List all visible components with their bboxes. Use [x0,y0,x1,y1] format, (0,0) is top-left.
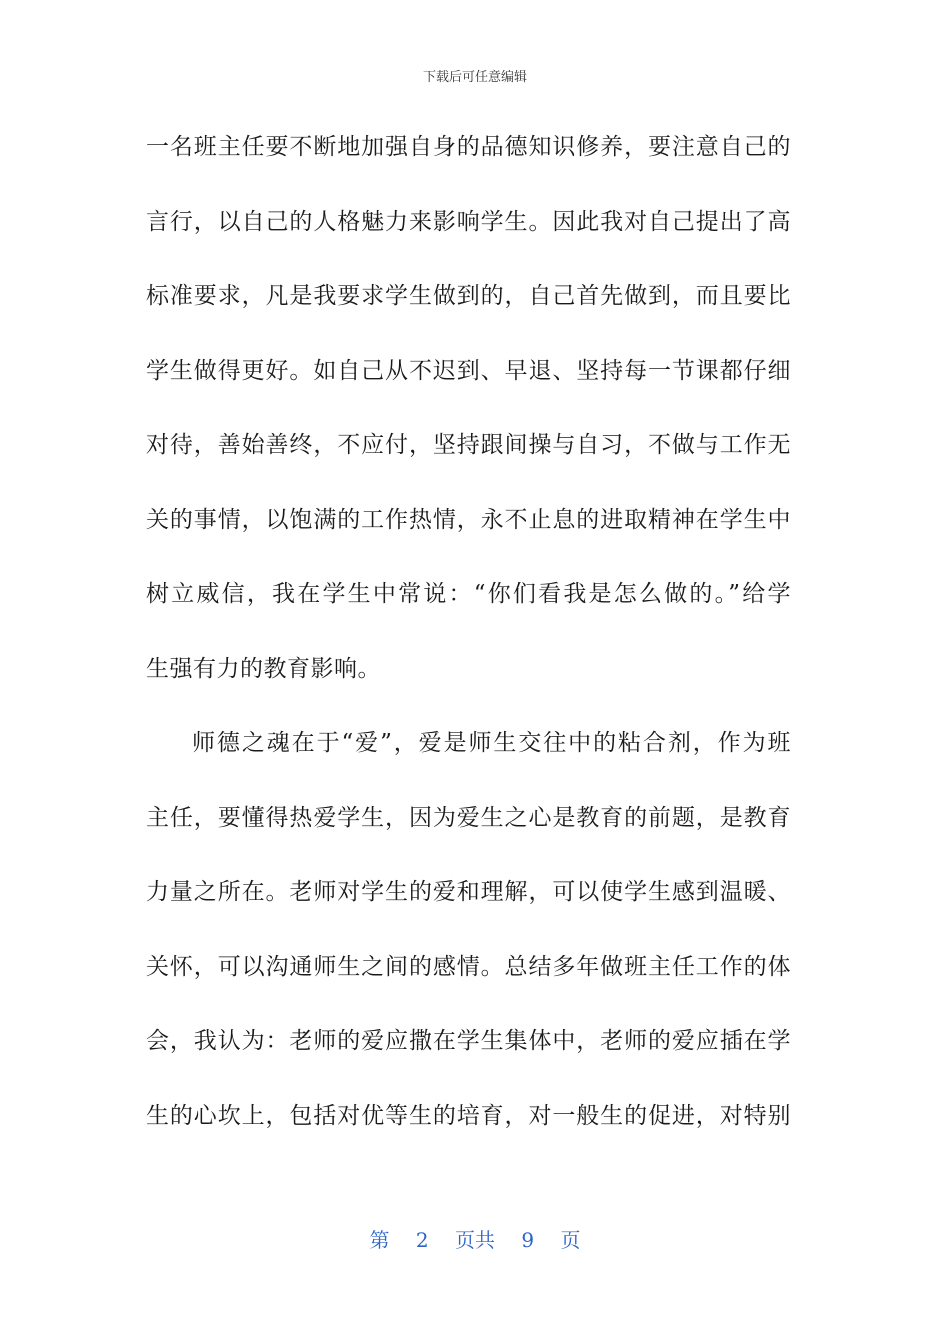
text-line: 一名班主任要不断地加强自身的品德知识修养，要注意自己的 [146,134,791,160]
text-line: 生的心坎上，包括对优等生的培育，对一般生的促进，对特别 [146,1102,791,1129]
text-line: 关怀，可以沟通师生之间的感情。总结多年做班主任工作的体 [146,953,791,980]
text-line: 生强有力的教育影响。 [146,655,381,682]
footer-middle: 页共 [455,1228,495,1252]
text-line: 树立威信，我在学生中常说：“你们看我是怎么做的。”给学 [146,581,791,607]
text-line: 主任，要懂得热爱学生，因为爱生之心是教育的前题，是教育 [146,804,791,831]
current-page-number: 2 [415,1228,429,1252]
text-line: 力量之所在。老师对学生的爱和理解，可以使学生感到温暖、 [146,879,791,905]
paragraph-first-line: 师德之魂在于“爱”，爱是师生交往中的粘合剂，作为班 [192,730,791,756]
text-line: 对待，善始善终，不应付，坚持跟间操与自习，不做与工作无 [146,432,791,458]
page-number-footer [0,1224,950,1253]
text-line: 学生做得更好。如自己从不迟到、早退、坚持每一节课都仔细 [146,357,791,384]
text-line: 言行，以自己的人格魅力来影响学生。因此我对自己提出了高 [146,208,791,235]
footer-prefix: 第 [369,1228,390,1252]
document-body [146,110,791,1153]
text-line: 标准要求，凡是我要求学生做到的，自己首先做到，而且要比 [146,283,791,309]
page-header: 下载后可任意编辑 [422,70,527,85]
footer-suffix: 页 [560,1228,581,1252]
text-line: 会，我认为：老师的爱应撒在学生集体中，老师的爱应插在学 [146,1028,791,1054]
total-pages-number: 9 [521,1228,535,1252]
text-line: 关的事情，以饱满的工作热情，永不止息的进取精神在学生中 [146,506,791,533]
